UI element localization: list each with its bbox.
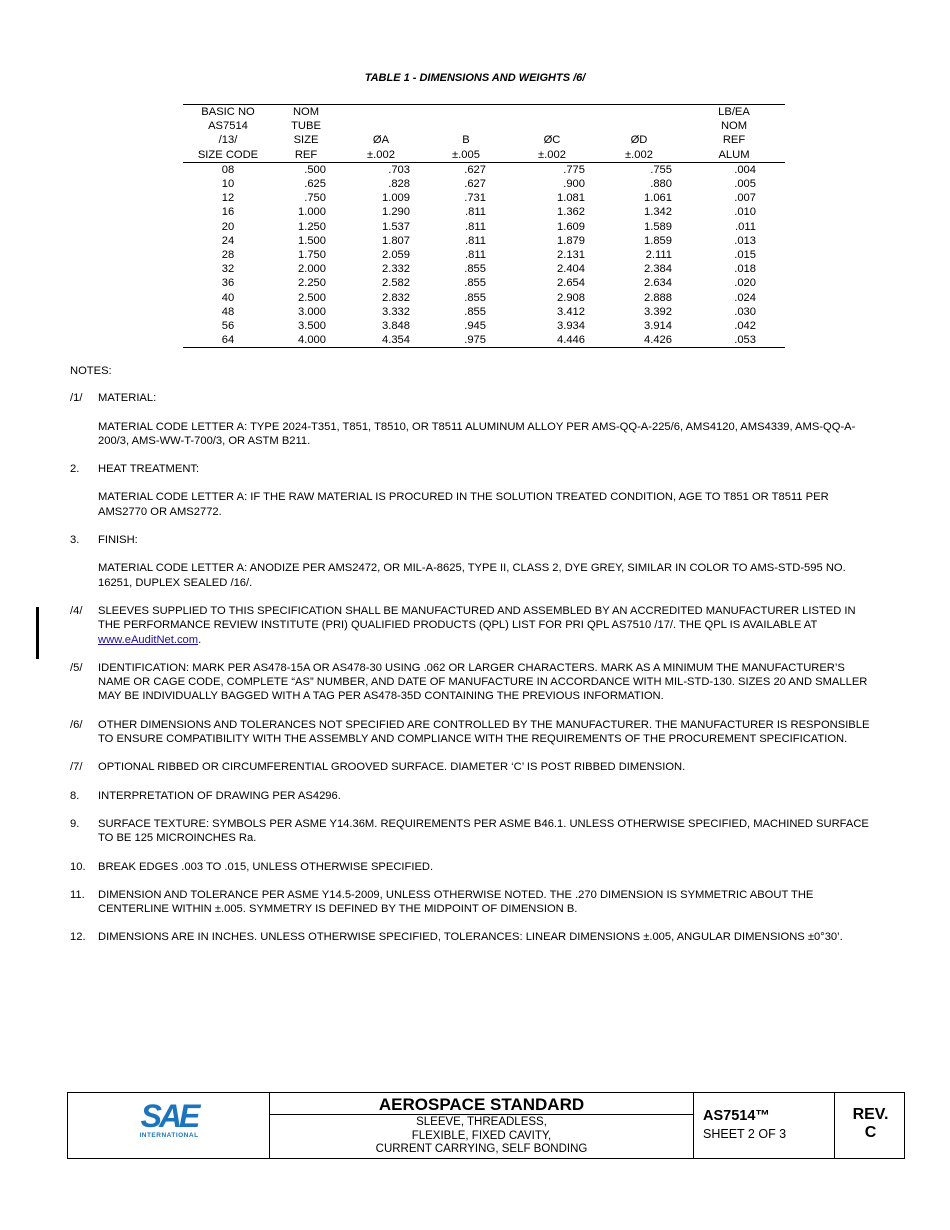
header-line	[595, 105, 683, 119]
cell-weight: .007	[734, 192, 756, 205]
header-weight	[683, 105, 785, 163]
cell-dia-c: .775	[563, 163, 585, 176]
cell-weight: .018	[734, 263, 756, 276]
cell-dia-d: 1.061	[644, 192, 672, 205]
header-dia-c	[509, 105, 595, 163]
cell-weight: .053	[734, 334, 756, 347]
table-header-row	[183, 105, 785, 163]
note-text	[98, 661, 880, 704]
cell-dia-d: .880	[650, 178, 672, 191]
cell-dia-c: 2.908	[557, 291, 585, 304]
table-row	[183, 162, 785, 177]
sheet-number: SHEET 2 OF 3	[703, 1127, 787, 1141]
note-text-content: IDENTIFICATION: MARK PER AS478-15A OR AS478-30 USING .062 OR LARGER CHARACTERS. MARK AS A MINIMUM THE MANUFACTURER’S NAME OR CAGE CODE, COMPLETE “AS” NUMBER, AND DATE OF MANUFACTURE IN ACCORDANCE WITH MIL-STD-130. SIZES 20 AND SMALLER MAY BE INDIVIDUALLY BAGGED WITH A TAG PER AS478-35D CONTAINING THE PREVIOUS INFORMATION.	[98, 661, 868, 703]
note-item	[70, 462, 880, 519]
note-item	[70, 533, 880, 590]
header-line: B	[462, 134, 470, 147]
header-nom-tube-size	[273, 105, 339, 163]
table-row	[183, 234, 785, 248]
header-line: ØC	[543, 134, 561, 147]
description-line: SLEEVE, THREADLESS,	[416, 1116, 547, 1128]
cell-weight: .011	[735, 220, 756, 233]
cell-tube-size: 1.500	[298, 234, 326, 247]
note-text-content: OPTIONAL RIBBED OR CIRCUMFERENTIAL GROOVED SURFACE. DIAMETER ‘C’ IS POST RIBBED DIMENSION.	[98, 761, 686, 774]
cell-tube-size: 1.000	[298, 206, 326, 219]
cell-tube-size: 4.000	[298, 334, 326, 347]
header-line: NOM	[720, 120, 748, 133]
cell-size-code: 56	[221, 320, 235, 333]
cell-weight: .042	[734, 320, 756, 333]
cell-b: .855	[464, 305, 486, 318]
cell-size-code: 16	[221, 206, 235, 219]
header-line: TUBE	[291, 120, 321, 133]
table-row	[183, 305, 785, 319]
note-number: 12.	[70, 931, 86, 944]
cell-b: .945	[464, 320, 486, 333]
note-number: /4/	[70, 604, 83, 617]
cell-size-code: 64	[221, 334, 235, 347]
header-line	[339, 105, 423, 119]
note-text	[98, 604, 880, 647]
cell-dia-a: 2.059	[382, 249, 410, 262]
note-number: 8.	[70, 789, 80, 802]
note-text-content: SURFACE TEXTURE: SYMBOLS PER ASME Y14.36M. REQUIREMENTS PER ASME B46.1. UNLESS OTHERWISE SPECIFIED, MACHINED SURFACE TO BE 125 MICROINCHES Ra.	[98, 817, 869, 845]
standard-description	[270, 1115, 693, 1157]
note-text	[98, 760, 880, 774]
table-row	[183, 248, 785, 262]
description-line: FLEXIBLE, FIXED CAVITY,	[411, 1129, 552, 1142]
cell-dia-c: .900	[563, 178, 585, 191]
cell-dia-c: 3.934	[557, 320, 585, 333]
cell-size-code: 36	[221, 277, 235, 290]
cell-dia-a: 3.332	[382, 305, 410, 318]
header-line	[509, 119, 595, 133]
cell-dia-d: .755	[650, 163, 672, 176]
table-row	[183, 262, 785, 276]
cell-weight: .004	[734, 163, 756, 176]
header-line	[423, 105, 509, 119]
cell-tube-size: 3.500	[298, 320, 326, 333]
cell-weight: .030	[734, 305, 756, 318]
cell-size-code: 24	[221, 234, 235, 247]
cell-b: .855	[464, 277, 486, 290]
header-line: SIZE	[293, 134, 319, 147]
note-item	[70, 760, 880, 774]
cell-dia-a: 4.354	[382, 334, 410, 347]
cell-dia-d: 2.888	[644, 291, 672, 304]
cell-dia-a: 1.537	[382, 220, 410, 233]
note-subtext: MATERIAL CODE LETTER A: IF THE RAW MATERIAL IS PROCURED IN THE SOLUTION TREATED CONDITION, AGE TO T851 OR T8511 PER AMS2770 OR AMS2772.	[98, 491, 829, 518]
logo-cell	[68, 1093, 270, 1158]
cell-dia-d: 2.111	[645, 249, 672, 262]
cell-b: .855	[464, 291, 486, 304]
header-line: ALUM	[718, 148, 750, 161]
notes-list	[70, 391, 880, 944]
cell-dia-d: 3.914	[644, 320, 672, 333]
note-text-content: HEAT TREATMENT:	[98, 463, 200, 476]
table-row	[183, 191, 785, 205]
table-row	[183, 220, 785, 234]
cell-weight: .013	[734, 234, 756, 247]
cell-b: .811	[465, 220, 486, 233]
note-text	[98, 462, 880, 476]
cell-tube-size: .500	[304, 163, 326, 176]
cell-weight: .010	[734, 206, 756, 219]
cell-b: .731	[464, 192, 486, 205]
note-item	[70, 604, 880, 647]
header-line	[509, 105, 595, 119]
cell-b: .627	[464, 178, 486, 191]
header-line: REF	[294, 148, 318, 161]
note-item	[70, 930, 880, 944]
note-text-content: BREAK EDGES .003 TO .015, UNLESS OTHERWISE SPECIFIED.	[98, 860, 434, 873]
document-cell	[694, 1093, 835, 1158]
cell-dia-d: 1.859	[644, 234, 672, 247]
table-row	[183, 319, 785, 333]
note-text-content: DIMENSION AND TOLERANCE PER ASME Y14.5-2009, UNLESS OTHERWISE NOTED. THE .270 DIMENSION IS SYMMETRIC ABOUT THE CENTERLINE WITHIN ±.005. SYMMETRY IS DEFINED BY THE MIDPOINT OF DIMENSION B.	[98, 888, 814, 916]
note-item	[70, 661, 880, 704]
dimensions-table	[183, 104, 785, 348]
table-row	[183, 276, 785, 290]
cell-b: .855	[464, 263, 486, 276]
note-text	[98, 718, 880, 747]
cell-dia-a: 1.807	[382, 234, 410, 247]
note-text-content: DIMENSIONS ARE IN INCHES. UNLESS OTHERWISE SPECIFIED, TOLERANCES: LINEAR DIMENSIONS ±.005, ANGULAR DIMENSIONS ±0°30’.	[98, 931, 843, 944]
note-text	[98, 930, 880, 944]
note-item	[70, 888, 880, 917]
sae-logo	[138, 1098, 200, 1139]
note-text-suffix: .	[198, 633, 202, 646]
cell-size-code: 20	[221, 220, 235, 233]
note-subtext: MATERIAL CODE LETTER A: ANODIZE PER AMS2472, OR MIL-A-8625, TYPE II, CLASS 2, DYE GREY, SIMILAR IN COLOR TO AMS-STD-595 NO. 16251, DUPLEX SEALED /16/.	[98, 562, 846, 589]
cell-dia-c: 4.446	[557, 334, 585, 347]
cell-weight: .015	[734, 249, 756, 262]
description-line: CURRENT CARRYING, SELF BONDING	[375, 1143, 588, 1155]
header-line: ±.005	[452, 148, 480, 161]
cell-dia-a: 1.290	[382, 206, 410, 219]
sae-logo-subtitle: INTERNATIONAL	[139, 1132, 199, 1139]
note-text	[98, 533, 880, 547]
header-line: ±.002	[625, 148, 653, 161]
note-number: 2.	[70, 463, 80, 476]
note-text	[98, 817, 880, 846]
cell-size-code: 10	[221, 178, 235, 191]
header-b	[423, 105, 509, 163]
note-number: /5/	[70, 661, 83, 674]
cell-dia-a: 1.009	[382, 192, 410, 205]
header-line: /13/	[218, 134, 238, 147]
cell-dia-c: 2.654	[557, 277, 585, 290]
note-text	[98, 860, 880, 874]
title-block	[67, 1092, 905, 1159]
table-title: TABLE 1 - DIMENSIONS AND WEIGHTS /6/	[364, 72, 586, 84]
notes-section	[70, 364, 880, 959]
note-text	[98, 888, 880, 917]
sae-logo-mark: SAE	[140, 1098, 198, 1134]
cell-dia-c: 3.412	[557, 305, 585, 318]
cell-dia-a: 2.582	[382, 277, 410, 290]
table-row	[183, 205, 785, 219]
cell-size-code: 32	[221, 263, 235, 276]
cell-tube-size: 3.000	[298, 305, 326, 318]
cell-tube-size: 2.250	[298, 277, 326, 290]
cell-dia-a: .828	[388, 178, 410, 191]
revision-cell	[835, 1093, 906, 1158]
header-line	[423, 119, 509, 133]
note-subtext: MATERIAL CODE LETTER A: TYPE 2024-T351, T851, T8510, OR T8511 ALUMINUM ALLOY PER AMS-QQ-A-225/6, AMS4120, AMS4339, AMS-QQ-A-200/3, AMS-WW-T-700/3, OR ASTM B211.	[98, 420, 856, 447]
note-text-content: SLEEVES SUPPLIED TO THIS SPECIFICATION SHALL BE MANUFACTURED AND ASSEMBLED BY AN ACCREDITED MANUFACTURER LISTED IN THE PERFORMANCE REVIEW INSTITUTE (PRI) QUALIFIED PRODUCTS (QPL) LIST FOR PRI QPL AS7510 /17/. THE QPL IS AVAILABLE AT	[98, 604, 856, 632]
header-dia-a	[339, 105, 423, 163]
cell-dia-a: .703	[388, 163, 410, 176]
cell-dia-d: 1.342	[644, 206, 672, 219]
table-row	[183, 291, 785, 305]
revision-label: REV.	[852, 1106, 889, 1123]
cell-dia-c: 1.609	[557, 220, 585, 233]
cell-tube-size: 1.750	[298, 249, 326, 262]
cell-tube-size: 2.000	[298, 263, 326, 276]
cell-tube-size: 1.250	[298, 220, 326, 233]
cell-b: .811	[465, 249, 486, 262]
cell-size-code: 08	[221, 163, 235, 176]
note-number: /1/	[70, 392, 83, 405]
table-body	[183, 162, 785, 348]
cell-dia-d: 4.426	[644, 334, 672, 347]
cell-dia-a: 2.332	[382, 263, 410, 276]
header-line	[595, 119, 683, 133]
header-line: SIZE CODE	[197, 148, 259, 161]
cell-dia-c: 2.131	[557, 249, 585, 262]
cell-tube-size: .750	[304, 192, 326, 205]
note-item	[70, 391, 880, 448]
note-text-content: INTERPRETATION OF DRAWING PER AS4296.	[98, 789, 341, 802]
note-item	[70, 817, 880, 846]
cell-size-code: 48	[221, 305, 235, 318]
notes-header: NOTES:	[70, 365, 112, 377]
cell-b: .627	[464, 163, 486, 176]
cell-weight: .020	[734, 277, 756, 290]
header-line: ØA	[372, 134, 390, 147]
document-number: AS7514™	[703, 1108, 770, 1124]
cell-dia-d: 2.634	[644, 277, 672, 290]
cell-b: .975	[464, 334, 486, 347]
note-number: 9.	[70, 817, 80, 830]
cell-size-code: 12	[221, 192, 235, 205]
note-item	[70, 860, 880, 874]
cell-size-code: 40	[221, 291, 235, 304]
note-number: 11.	[70, 888, 85, 901]
note-text-content: OTHER DIMENSIONS AND TOLERANCES NOT SPECIFIED ARE CONTROLLED BY THE MANUFACTURER. THE MANUFACTURER IS RESPONSIBLE TO ENSURE COMPATIBILITY WITH THE ASSEMBLY AND COMPLIANCE WITH THE REQUIREMENTS OF THE PROCUREMENT SPECIFICATION.	[98, 718, 870, 746]
cell-dia-d: 2.384	[644, 263, 672, 276]
header-line: REF	[722, 134, 746, 147]
cell-dia-a: 3.848	[382, 320, 410, 333]
cell-dia-c: 1.879	[557, 234, 585, 247]
standard-cell	[270, 1093, 694, 1158]
cell-size-code: 28	[221, 249, 235, 262]
header-line: NOM	[292, 106, 320, 118]
note-text-content: FINISH:	[98, 534, 138, 547]
cell-weight: .005	[734, 178, 756, 191]
note-text-content: MATERIAL:	[98, 392, 157, 405]
cell-dia-d: 1.589	[644, 220, 672, 233]
cell-weight: .024	[734, 291, 756, 304]
table-row	[183, 333, 785, 348]
note-text	[98, 789, 880, 803]
header-dia-d	[595, 105, 683, 163]
cell-tube-size: .625	[304, 178, 326, 191]
header-basic-no	[183, 105, 273, 163]
note-item	[70, 789, 880, 803]
header-line: ±.002	[367, 148, 395, 161]
note-item	[70, 718, 880, 747]
note-number: /6/	[70, 718, 83, 731]
cell-b: .811	[465, 234, 486, 247]
revision-change-bar	[36, 607, 39, 659]
note-number: 3.	[70, 534, 80, 547]
header-line: ±.002	[538, 148, 566, 161]
cell-dia-c: 1.362	[557, 206, 585, 219]
eauditnet-link[interactable]: www.eAuditNet.com	[98, 633, 199, 646]
standard-title: AEROSPACE STANDARD	[270, 1093, 693, 1115]
header-line: AS7514	[208, 120, 248, 133]
note-number: 10.	[70, 860, 86, 873]
note-text	[98, 391, 880, 405]
note-number: /7/	[70, 761, 83, 774]
header-line: ØD	[630, 134, 648, 147]
header-line: LB/EA	[718, 106, 750, 118]
header-line	[339, 119, 423, 133]
cell-dia-a: 2.832	[382, 291, 410, 304]
revision-value: C	[864, 1124, 877, 1141]
cell-b: .811	[465, 206, 486, 219]
table-row	[183, 177, 785, 191]
cell-dia-c: 2.404	[557, 263, 585, 276]
header-line: BASIC NO	[201, 106, 255, 118]
cell-dia-d: 3.392	[644, 305, 672, 318]
cell-dia-c: 1.081	[557, 192, 585, 205]
cell-tube-size: 2.500	[298, 291, 326, 304]
